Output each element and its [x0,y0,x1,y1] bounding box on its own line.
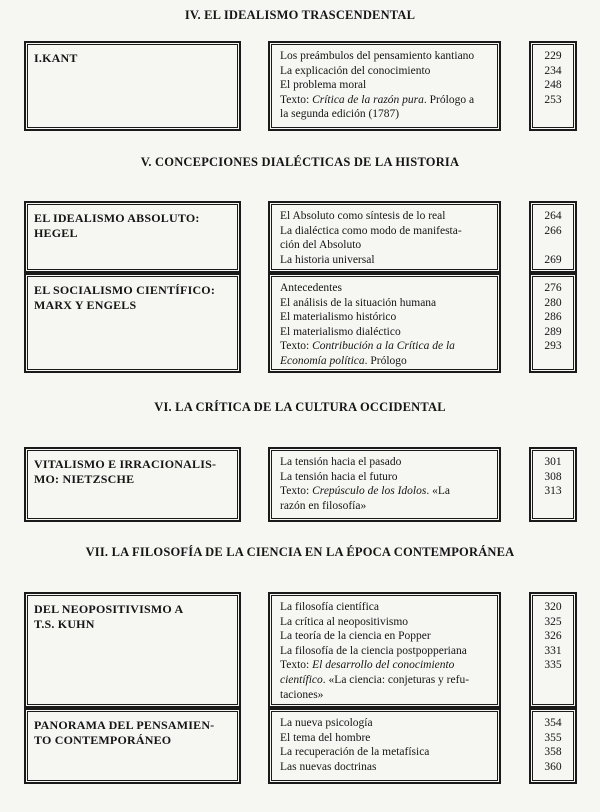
topic-line: La nueva psicología [280,717,373,729]
page-number: 234 [544,64,562,77]
topic-text: Texto: [280,485,313,498]
topic-line: El tema del hombre [280,731,371,744]
page-number: 253 [544,93,562,106]
pages-box [529,708,577,784]
topic-line: El Absoluto como síntesis de lo real [280,210,446,222]
topic-line [280,658,489,673]
page-number: 308 [544,470,562,483]
topic-line: La tensión hacia el futuro [280,470,398,483]
topic-line: El materialismo dialéctico [280,325,401,338]
topic-line: El materialismo histórico [280,311,397,324]
page-number [531,499,575,514]
topic-text: . Prólogo a [423,93,475,106]
page-number: 229 [544,50,562,62]
page-number: 354 [544,717,562,729]
author-box [24,708,241,784]
topic-line: La historia universal [280,253,375,266]
topic-line: Antecedentes [280,282,342,294]
topic-line: La crítica al neopositivismo [280,615,409,628]
topics-box [268,447,501,522]
page-number [531,688,575,703]
topics-box [268,273,501,373]
topic-line [280,354,489,369]
topic-line: La explicación del conocimiento [280,64,431,77]
author-line: MO: NIETZSCHE [34,472,135,486]
topic-line: La dialéctica como modo de manifesta- [280,224,462,237]
pages-box [529,273,577,373]
topic-line: La recuperación de la metafísica [280,746,430,759]
author-line: TO CONTEMPORÁNEO [34,733,172,747]
page-number: 360 [544,760,562,773]
topic-line: El análisis de la situación humana [280,296,437,309]
page-number: 335 [544,659,562,672]
topic-line [280,339,489,354]
topic-line: taciones» [280,688,324,701]
page-number: 301 [544,456,562,468]
topic-line: razón en filosofía» [280,499,367,512]
topic-line: La teoría de la ciencia en Popper [280,630,431,643]
topic-text: Texto: [280,659,313,672]
page-number [531,673,575,688]
topic-work-title: El desarrollo del conocimiento [312,659,455,672]
topics-box [268,592,501,708]
page-number: 276 [544,282,562,294]
author-line: DEL NEOPOSITIVISMO A [34,602,184,616]
author-box [24,447,241,522]
author-line: EL SOCIALISMO CIENTÍFICO: [34,283,216,297]
pages-box [529,41,577,131]
topic-work-title: Crítica de la razón pura [312,93,424,106]
page-number: 264 [544,210,562,222]
topic-work-title: científico [280,673,323,686]
topic-line: La tensión hacia el pasado [280,456,402,468]
topic-text: Texto: [280,93,313,106]
topics-box [268,708,501,784]
author-box [24,592,241,708]
page-number: 289 [544,325,562,338]
page-number: 325 [544,615,562,628]
page-number: 331 [544,644,562,657]
topic-line [280,673,489,688]
topic-work-title: Economía política [280,354,365,367]
author-box [24,201,241,273]
page-number: 280 [544,296,562,309]
page-number: 358 [544,746,562,759]
topics-box [268,201,501,273]
topic-text: . «La [426,485,450,498]
page-number: 293 [544,340,562,353]
author-box [24,273,241,373]
section-heading-iv: IV. EL IDEALISMO TRASCENDENTAL [184,8,416,22]
topics-box [268,41,501,131]
topic-text: . «La ciencia: conjeturas y refu- [322,673,470,686]
page-number: 326 [544,630,562,643]
pages-box [529,201,577,273]
topic-line: Los preámbulos del pensamiento kantiano [280,50,475,62]
section-heading-vii: VII. LA FILOSOFÍA DE LA CIENCIA EN LA ÉPOCA CONTEMPORÁNEA [85,545,515,559]
topic-line: la segunda edición (1787) [280,108,400,121]
topic-line [280,93,489,108]
page-number: 269 [544,253,562,266]
author-line: I.KANT [34,51,78,65]
author-line: MARX Y ENGELS [34,298,137,312]
topic-line: La filosofía de la ciencia postpopperiana [280,644,467,657]
section-heading-vi: VI. LA CRÍTICA DE LA CULTURA OCCIDENTAL [154,400,446,414]
page-number: 286 [544,311,562,324]
topic-text: . Prólogo [364,354,407,367]
author-line: EL IDEALISMO ABSOLUTO: [34,211,200,225]
section-heading-v: V. CONCEPCIONES DIALÉCTICAS DE LA HISTORIA [140,155,460,169]
page-number: 248 [544,79,562,92]
pages-box [529,447,577,522]
topic-line: Las nuevas doctrinas [280,760,377,773]
topic-line: ción del Absoluto [280,239,362,252]
topic-work-title: Crepúsculo de los Idolos [312,485,427,498]
topic-work-title: Contribución a la Crítica de la [312,340,455,353]
author-line: PANORAMA DEL PENSAMIEN- [34,718,215,732]
page-number: 266 [544,224,562,237]
author-box [24,41,241,131]
page-number: 313 [544,485,562,498]
topic-line [280,484,489,499]
page-number [531,107,575,122]
pages-box [529,592,577,708]
page-number: 320 [544,601,562,613]
author-line: T.S. KUHN [34,617,95,631]
page-number: 355 [544,731,562,744]
author-line: VITALISMO E IRRACIONALIS- [34,457,217,471]
topic-line: El problema moral [280,79,367,92]
page-number [531,238,575,253]
page-number [531,354,575,369]
topic-line: La filosofía científica [280,601,379,613]
topic-text: Texto: [280,340,313,353]
author-line: HEGEL [34,226,78,240]
